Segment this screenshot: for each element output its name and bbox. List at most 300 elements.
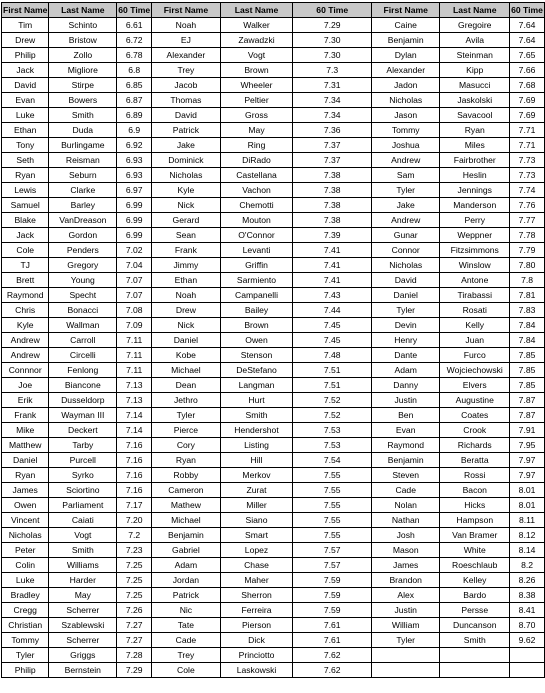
last-name-cell: Williams [49, 558, 117, 573]
first-name-cell: David [152, 108, 220, 123]
time-cell: 7.69 [510, 108, 545, 123]
table-row [2, 303, 545, 318]
table-row [2, 453, 545, 468]
first-name-cell: Tyler [372, 633, 440, 648]
time-cell: 7.07 [117, 288, 152, 303]
time-cell: 7.27 [117, 633, 152, 648]
last-name-cell: DiRado [220, 153, 293, 168]
last-name-cell: Griggs [49, 648, 117, 663]
last-name-cell: Van Bramer [440, 528, 510, 543]
first-name-cell [372, 663, 440, 678]
first-name-cell: Tate [152, 618, 220, 633]
first-name-cell: Danny [372, 378, 440, 393]
first-name-cell: Steven [372, 468, 440, 483]
last-name-cell: Purcell [49, 453, 117, 468]
time-cell: 7.84 [510, 333, 545, 348]
last-name-cell: Bonacci [49, 303, 117, 318]
last-name-cell: Brown [220, 318, 293, 333]
time-cell: 7.57 [293, 543, 372, 558]
time-cell: 7.81 [510, 288, 545, 303]
first-name-cell: Nic [152, 603, 220, 618]
last-name-cell: Roeschlaub [440, 558, 510, 573]
last-name-cell: Smith [220, 408, 293, 423]
first-name-cell: Colin [2, 558, 49, 573]
first-name-cell: Patrick [152, 588, 220, 603]
last-name-cell: Wayman III [49, 408, 117, 423]
table-row [2, 558, 545, 573]
time-cell: 7.45 [293, 318, 372, 333]
first-name-cell: Josh [372, 528, 440, 543]
first-name-cell: James [372, 558, 440, 573]
time-cell: 7.25 [117, 558, 152, 573]
first-name-cell: Pierce [152, 423, 220, 438]
time-cell: 7.11 [117, 333, 152, 348]
last-name-cell: Tirabassi [440, 288, 510, 303]
first-name-cell: Joe [2, 378, 49, 393]
time-cell: 8.41 [510, 603, 545, 618]
first-name-cell: Jimmy [152, 258, 220, 273]
first-name-cell: Andrew [2, 348, 49, 363]
table-row [2, 438, 545, 453]
time-cell: 7.11 [117, 348, 152, 363]
first-name-cell: Robby [152, 468, 220, 483]
last-name-cell: Furco [440, 348, 510, 363]
first-name-cell: Lewis [2, 183, 49, 198]
last-name-cell: Zollo [49, 48, 117, 63]
first-name-cell: Matthew [2, 438, 49, 453]
last-name-cell: Richards [440, 438, 510, 453]
first-name-cell: Benjamin [372, 33, 440, 48]
time-cell: 7.08 [117, 303, 152, 318]
first-name-cell: Drew [152, 303, 220, 318]
last-name-cell: Manderson [440, 198, 510, 213]
time-cell: 8.01 [510, 483, 545, 498]
time-cell: 6.99 [117, 213, 152, 228]
last-name-cell: Vogt [220, 48, 293, 63]
last-name-cell: Burlingame [49, 138, 117, 153]
table-row [2, 633, 545, 648]
time-cell: 7.31 [293, 78, 372, 93]
last-name-cell: Vogt [49, 528, 117, 543]
last-name-cell: Deckert [49, 423, 117, 438]
time-cell: 7.79 [510, 243, 545, 258]
first-name-cell: Alexander [152, 48, 220, 63]
time-cell: 7.97 [510, 468, 545, 483]
time-cell: 7.30 [293, 48, 372, 63]
time-cell: 7.37 [293, 153, 372, 168]
table-row [2, 663, 545, 678]
time-cell: 8.38 [510, 588, 545, 603]
time-cell: 7.59 [293, 588, 372, 603]
first-name-cell: Benjamin [372, 453, 440, 468]
first-name-cell: Ethan [152, 273, 220, 288]
first-name-cell: Tommy [372, 123, 440, 138]
time-cell: 7.41 [293, 258, 372, 273]
last-name-cell: Sarmiento [220, 273, 293, 288]
first-name-cell: Noah [152, 288, 220, 303]
last-name-cell: Merkov [220, 468, 293, 483]
time-cell: 7.87 [510, 408, 545, 423]
first-name-cell: James [2, 483, 49, 498]
time-cell: 7.74 [510, 183, 545, 198]
first-name-cell: Samuel [2, 198, 49, 213]
time-cell: 7.16 [117, 468, 152, 483]
first-name-cell: Dante [372, 348, 440, 363]
time-cell: 7.37 [293, 138, 372, 153]
time-cell: 7.55 [293, 483, 372, 498]
time-cell: 7.20 [117, 513, 152, 528]
time-cell: 7.48 [293, 348, 372, 363]
last-name-cell: Wojciechowski [440, 363, 510, 378]
last-name-cell: Langman [220, 378, 293, 393]
first-name-cell: Kyle [2, 318, 49, 333]
time-cell: 7.87 [510, 393, 545, 408]
table-row [2, 528, 545, 543]
last-name-cell: Biancone [49, 378, 117, 393]
time-cell: 7.85 [510, 378, 545, 393]
table-row [2, 78, 545, 93]
last-name-cell: Dusseldorp [49, 393, 117, 408]
first-name-cell: David [372, 273, 440, 288]
last-name-cell: Bristow [49, 33, 117, 48]
last-name-cell: Barley [49, 198, 117, 213]
first-name-cell: Noah [152, 18, 220, 33]
last-name-cell: Bowers [49, 93, 117, 108]
first-name-cell: Ryan [2, 168, 49, 183]
last-name-cell: Hendershot [220, 423, 293, 438]
time-cell: 7.65 [510, 48, 545, 63]
first-name-cell: Gunar [372, 228, 440, 243]
first-name-cell: EJ [152, 33, 220, 48]
last-name-cell: Syrko [49, 468, 117, 483]
time-cell: 7.39 [293, 228, 372, 243]
table-row [2, 93, 545, 108]
first-name-cell: Joshua [372, 138, 440, 153]
header-60-time: 60 Time [510, 3, 545, 18]
time-cell: 8.12 [510, 528, 545, 543]
first-name-cell: Connnor [2, 363, 49, 378]
time-cell: 7.27 [117, 618, 152, 633]
header-last-name: Last Name [220, 3, 293, 18]
last-name-cell: Persse [440, 603, 510, 618]
table-row [2, 483, 545, 498]
first-name-cell: Andrew [372, 213, 440, 228]
table-row [2, 573, 545, 588]
time-cell: 8.70 [510, 618, 545, 633]
last-name-cell: Zawadzki [220, 33, 293, 48]
last-name-cell: Campanelli [220, 288, 293, 303]
first-name-cell: Sean [152, 228, 220, 243]
last-name-cell: Hampson [440, 513, 510, 528]
time-cell: 7.2 [117, 528, 152, 543]
last-name-cell: Sciortino [49, 483, 117, 498]
first-name-cell: Nolan [372, 498, 440, 513]
table-row [2, 603, 545, 618]
last-name-cell: Coates [440, 408, 510, 423]
first-name-cell: Justin [372, 603, 440, 618]
table-row [2, 228, 545, 243]
header-first-name: First Name [372, 3, 440, 18]
time-cell: 7.13 [117, 393, 152, 408]
time-cell: 7.14 [117, 408, 152, 423]
time-cell: 7.64 [510, 18, 545, 33]
time-cell: 7.73 [510, 153, 545, 168]
table-row [2, 408, 545, 423]
table-row [2, 18, 545, 33]
last-name-cell: Tarby [49, 438, 117, 453]
first-name-cell: Connor [372, 243, 440, 258]
table-row [2, 258, 545, 273]
last-name-cell: Chase [220, 558, 293, 573]
last-name-cell: Pierson [220, 618, 293, 633]
table-row [2, 363, 545, 378]
time-cell: 6.99 [117, 228, 152, 243]
last-name-cell: Bailey [220, 303, 293, 318]
time-cell: 7.64 [510, 33, 545, 48]
last-name-cell: Hicks [440, 498, 510, 513]
last-name-cell: Antone [440, 273, 510, 288]
time-cell: 7.34 [293, 108, 372, 123]
time-cell: 7.25 [117, 588, 152, 603]
first-name-cell: Ryan [2, 468, 49, 483]
first-name-cell: Trey [152, 648, 220, 663]
time-cell: 7.07 [117, 273, 152, 288]
time-cell: 7.23 [117, 543, 152, 558]
time-cell: 7.59 [293, 573, 372, 588]
time-cell: 7.59 [293, 603, 372, 618]
last-name-cell: Peltier [220, 93, 293, 108]
last-name-cell: Wheeler [220, 78, 293, 93]
time-cell: 7.54 [293, 453, 372, 468]
time-cell: 7.52 [293, 408, 372, 423]
first-name-cell: Trey [152, 63, 220, 78]
time-cell: 6.72 [117, 33, 152, 48]
time-cell: 7.53 [293, 438, 372, 453]
first-name-cell: Henry [372, 333, 440, 348]
table-row [2, 153, 545, 168]
time-cell: 7.41 [293, 273, 372, 288]
first-name-cell: Benjamin [152, 528, 220, 543]
time-cell: 7.52 [293, 393, 372, 408]
time-cell: 7.17 [117, 498, 152, 513]
header-row [2, 3, 545, 18]
table-row [2, 63, 545, 78]
last-name-cell: Smart [220, 528, 293, 543]
last-name-cell: Bacon [440, 483, 510, 498]
last-name-cell: Hill [220, 453, 293, 468]
first-name-cell: William [372, 618, 440, 633]
time-cell: 7.29 [293, 18, 372, 33]
time-cell: 6.93 [117, 168, 152, 183]
time-cell: 7.62 [293, 663, 372, 678]
last-name-cell: Wallman [49, 318, 117, 333]
time-cell: 7.68 [510, 78, 545, 93]
first-name-cell: Justin [372, 393, 440, 408]
last-name-cell: Weppner [440, 228, 510, 243]
first-name-cell: Dominick [152, 153, 220, 168]
last-name-cell: Rossi [440, 468, 510, 483]
last-name-cell: Bernstein [49, 663, 117, 678]
last-name-cell: Schinto [49, 18, 117, 33]
first-name-cell: Cory [152, 438, 220, 453]
table-row [2, 183, 545, 198]
table-row [2, 288, 545, 303]
first-name-cell: Ryan [152, 453, 220, 468]
last-name-cell: Young [49, 273, 117, 288]
last-name-cell: Perry [440, 213, 510, 228]
time-cell: 7.84 [510, 318, 545, 333]
last-name-cell: Gordon [49, 228, 117, 243]
last-name-cell: Caiati [49, 513, 117, 528]
time-cell: 7.55 [293, 498, 372, 513]
time-cell: 7.53 [293, 423, 372, 438]
time-cell: 7.71 [510, 123, 545, 138]
last-name-cell: Mouton [220, 213, 293, 228]
first-name-cell: Nick [152, 198, 220, 213]
table-row [2, 318, 545, 333]
time-cell: 7.16 [117, 453, 152, 468]
first-name-cell: Luke [2, 573, 49, 588]
last-name-cell: Gregory [49, 258, 117, 273]
last-name-cell: Chemotti [220, 198, 293, 213]
last-name-cell: Heslin [440, 168, 510, 183]
first-name-cell: Nicholas [372, 93, 440, 108]
time-cell: 7.97 [510, 453, 545, 468]
last-name-cell: Miles [440, 138, 510, 153]
first-name-cell: Jacob [152, 78, 220, 93]
last-name-cell: May [49, 588, 117, 603]
first-name-cell: Cole [152, 663, 220, 678]
table-row [2, 648, 545, 663]
first-name-cell: Dean [152, 378, 220, 393]
header-last-name: Last Name [440, 3, 510, 18]
time-cell: 6.78 [117, 48, 152, 63]
time-cell: 7.26 [117, 603, 152, 618]
last-name-cell: Jaskolski [440, 93, 510, 108]
first-name-cell: Seth [2, 153, 49, 168]
first-name-cell: Brett [2, 273, 49, 288]
table-row [2, 618, 545, 633]
last-name-cell: Rosati [440, 303, 510, 318]
last-name-cell: Crook [440, 423, 510, 438]
last-name-cell: Jennings [440, 183, 510, 198]
first-name-cell: Frank [152, 243, 220, 258]
time-cell: 7.55 [293, 528, 372, 543]
time-cell: 7.28 [117, 648, 152, 663]
first-name-cell: Cregg [2, 603, 49, 618]
time-cell: 7.43 [293, 288, 372, 303]
first-name-cell: Jordan [152, 573, 220, 588]
table-row [2, 468, 545, 483]
last-name-cell: Fairbrother [440, 153, 510, 168]
table-row [2, 33, 545, 48]
first-name-cell: Michael [152, 513, 220, 528]
table-row [2, 333, 545, 348]
time-cell: 7.36 [293, 123, 372, 138]
table-row [2, 588, 545, 603]
last-name-cell: Walker [220, 18, 293, 33]
last-name-cell: Steinman [440, 48, 510, 63]
time-cell: 7.61 [293, 618, 372, 633]
time-cell: 8.01 [510, 498, 545, 513]
first-name-cell: Jake [372, 198, 440, 213]
last-name-cell: Griffin [220, 258, 293, 273]
first-name-cell: Nicholas [372, 258, 440, 273]
first-name-cell: Gerard [152, 213, 220, 228]
last-name-cell: Duncanson [440, 618, 510, 633]
first-name-cell: Ethan [2, 123, 49, 138]
table-row [2, 198, 545, 213]
time-cell: 7.30 [293, 33, 372, 48]
time-cell [510, 663, 545, 678]
last-name-cell: Winslow [440, 258, 510, 273]
first-name-cell: Ben [372, 408, 440, 423]
time-cell: 6.87 [117, 93, 152, 108]
time-cell: 7.66 [510, 63, 545, 78]
first-name-cell: Caine [372, 18, 440, 33]
time-cell: 7.3 [293, 63, 372, 78]
time-cell: 7.04 [117, 258, 152, 273]
first-name-cell: Dylan [372, 48, 440, 63]
table-body [2, 18, 545, 678]
time-cell: 6.99 [117, 198, 152, 213]
time-cell: 8.14 [510, 543, 545, 558]
time-cell: 7.02 [117, 243, 152, 258]
time-cell: 7.09 [117, 318, 152, 333]
last-name-cell: Miller [220, 498, 293, 513]
last-name-cell: Stirpe [49, 78, 117, 93]
first-name-cell: Daniel [152, 333, 220, 348]
table-row [2, 378, 545, 393]
first-name-cell: Jason [372, 108, 440, 123]
time-cell: 8.26 [510, 573, 545, 588]
time-cell: 7.55 [293, 468, 372, 483]
time-cell: 6.61 [117, 18, 152, 33]
first-name-cell: Adam [152, 558, 220, 573]
header-first-name: First Name [152, 3, 220, 18]
last-name-cell: Maher [220, 573, 293, 588]
time-cell: 7.38 [293, 213, 372, 228]
last-name-cell: Smith [49, 108, 117, 123]
first-name-cell: Jack [2, 63, 49, 78]
table-row [2, 393, 545, 408]
last-name-cell: Brown [220, 63, 293, 78]
first-name-cell: Evan [372, 423, 440, 438]
first-name-cell: Tim [2, 18, 49, 33]
last-name-cell [440, 648, 510, 663]
time-cell: 7.29 [117, 663, 152, 678]
first-name-cell: Philip [2, 663, 49, 678]
first-name-cell: Frank [2, 408, 49, 423]
last-name-cell: Listing [220, 438, 293, 453]
first-name-cell: Nick [152, 318, 220, 333]
time-cell: 7.51 [293, 363, 372, 378]
first-name-cell: Thomas [152, 93, 220, 108]
first-name-cell: Cameron [152, 483, 220, 498]
first-name-cell: Jack [2, 228, 49, 243]
last-name-cell: Kipp [440, 63, 510, 78]
time-cell: 7.76 [510, 198, 545, 213]
last-name-cell: DeStefano [220, 363, 293, 378]
first-name-cell: TJ [2, 258, 49, 273]
first-name-cell: Tyler [2, 648, 49, 663]
first-name-cell: Nicholas [2, 528, 49, 543]
time-cell: 6.92 [117, 138, 152, 153]
first-name-cell: Peter [2, 543, 49, 558]
last-name-cell: VanDreason [49, 213, 117, 228]
last-name-cell: Lopez [220, 543, 293, 558]
first-name-cell: Drew [2, 33, 49, 48]
